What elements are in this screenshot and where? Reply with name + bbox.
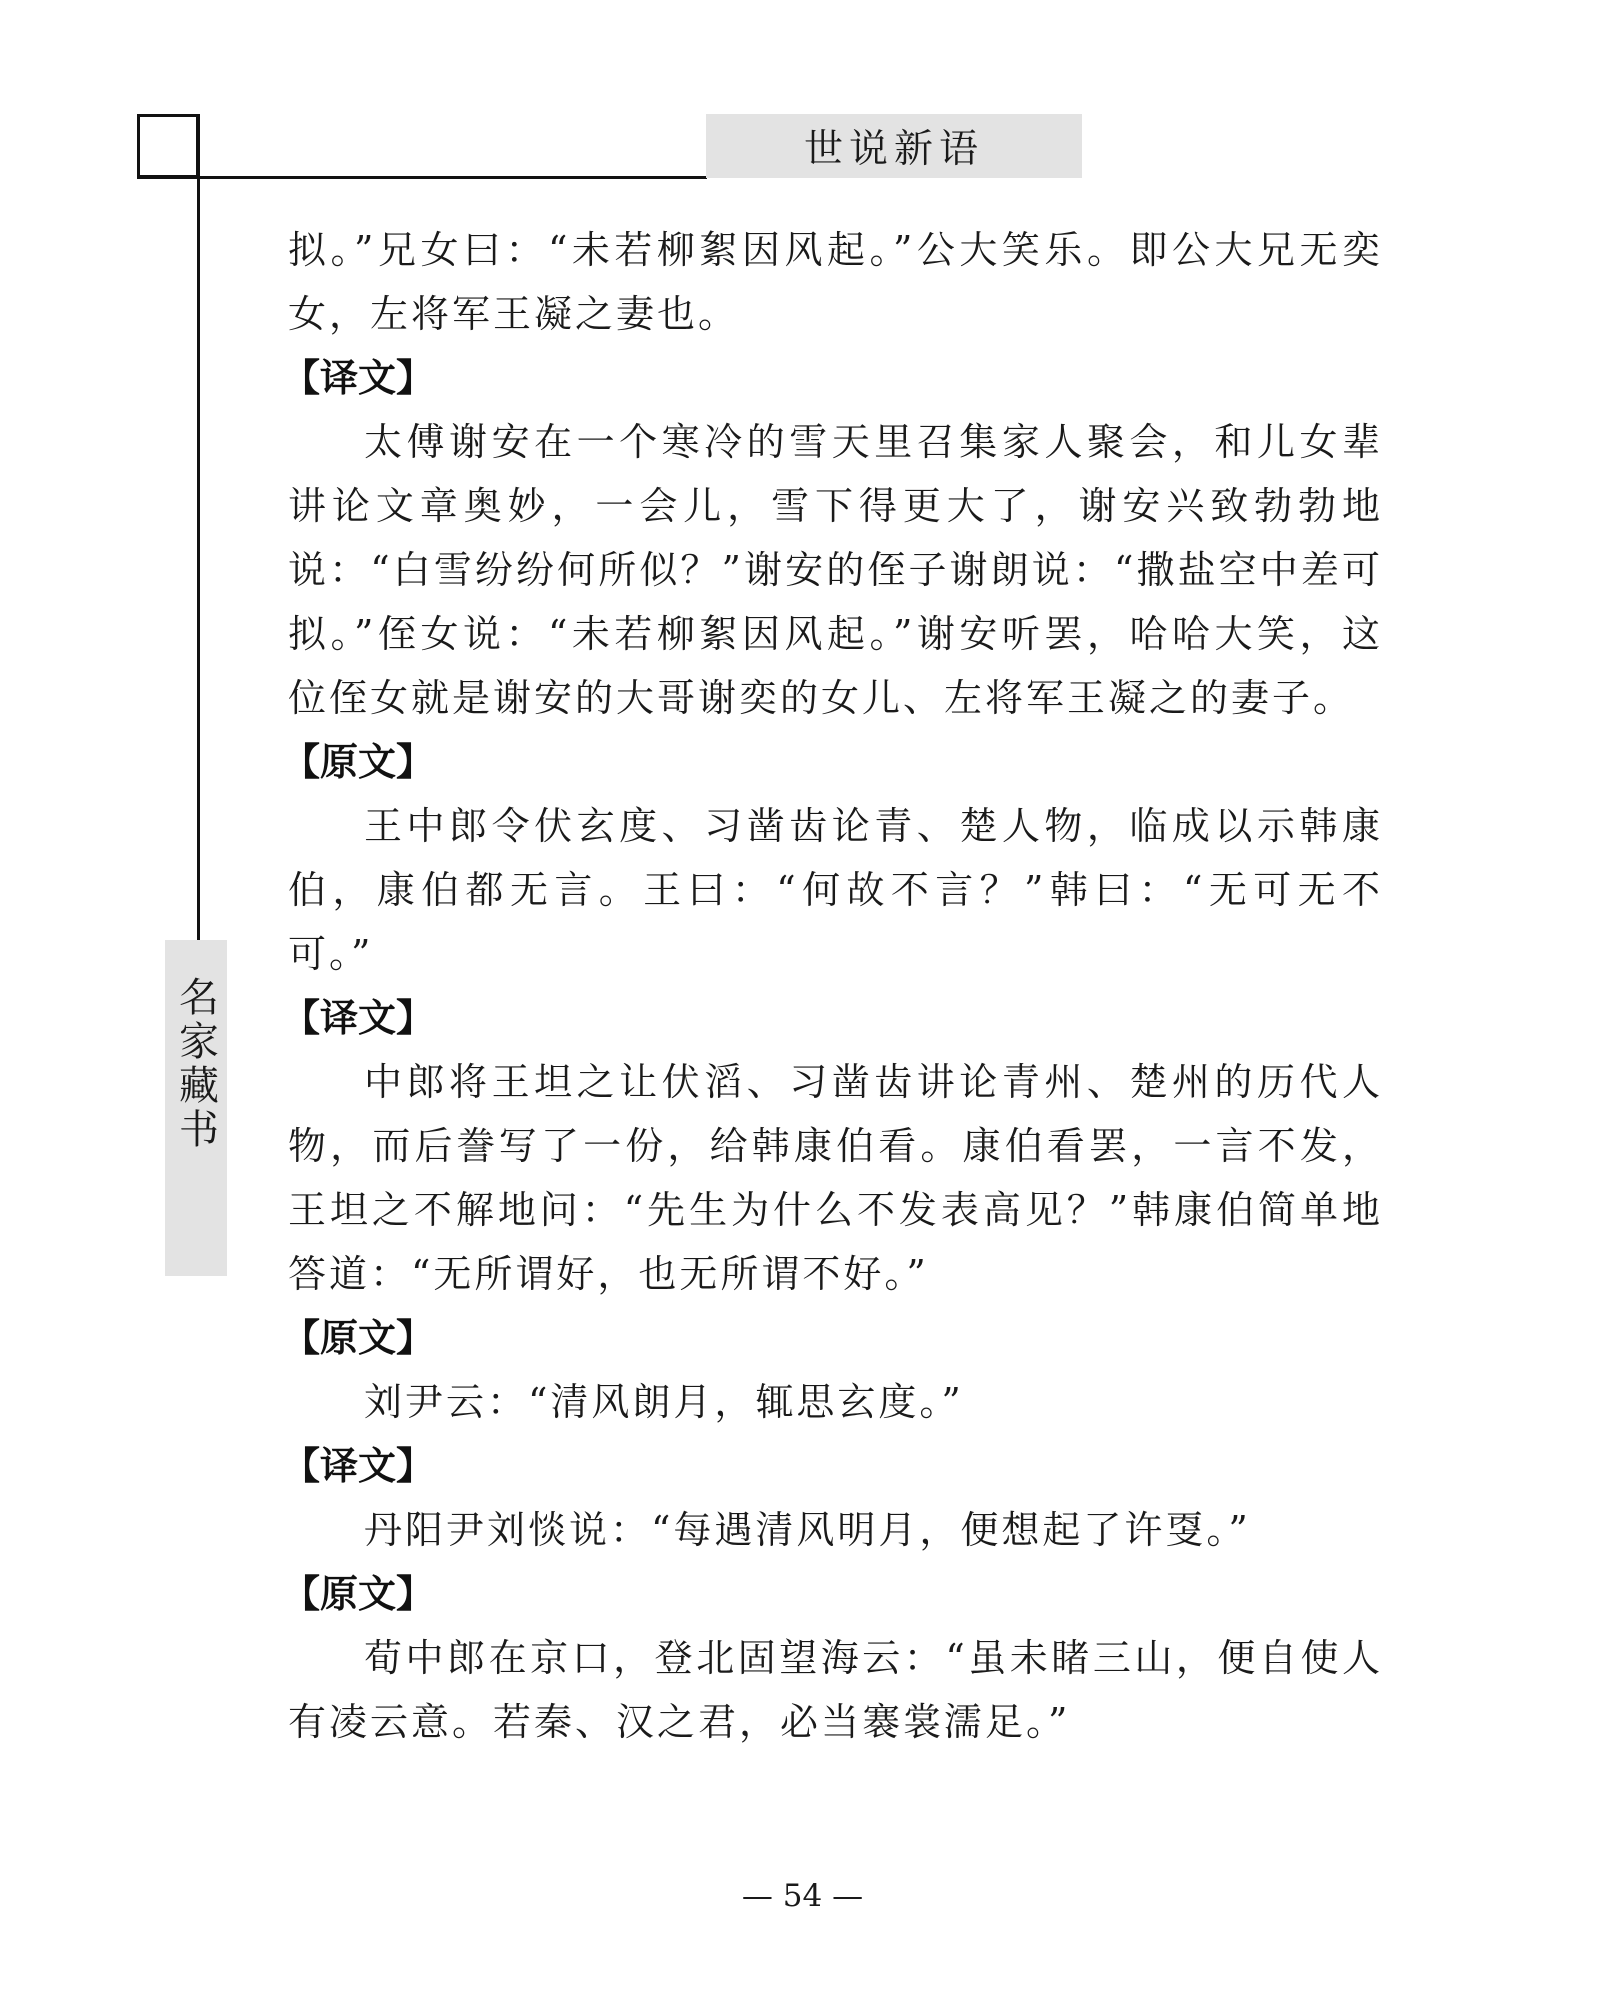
- page-number: — 54 —: [741, 1878, 864, 1914]
- section-label-translation: 【译文】: [282, 1444, 435, 1488]
- series-label: 名家藏书: [172, 976, 219, 1152]
- side-tab: [165, 940, 227, 1276]
- paragraph-continued: 拟。”兄女曰：“未若柳絮因风起。”公大笑乐。即公大兄无奕女，左将军王凝之妻也。: [288, 228, 1383, 336]
- margin-rule: [197, 114, 200, 940]
- header-rule: [137, 176, 707, 179]
- paragraph-original: 荀中郎在京口，登北固望海云：“虽未睹三山，便自使人有凌云意。若秦、汉之君，必当褰裳濡足。”: [288, 1636, 1383, 1744]
- page-body: [282, 218, 1383, 1754]
- paragraph-translation: 太傅谢安在一个寒冷的雪天里召集家人聚会，和儿女辈讲论文章奥妙，一会儿，雪下得更大了，谢安兴致勃勃地说：“白雪纷纷何所似？”谢安的侄子谢朗说：“撒盐空中差可拟。”侄女说：“未若柳絮因风起。”谢安听罢，哈哈大笑，这位侄女就是谢安的大哥谢奕的女儿、左将军王凝之的妻子。: [288, 420, 1383, 720]
- paragraph-original: 王中郎令伏玄度、习凿齿论青、楚人物，临成以示韩康伯，康伯都无言。王曰：“何故不言？”韩曰：“无可无不可。”: [288, 804, 1383, 976]
- running-header: [706, 114, 1082, 178]
- paragraph-translation: 中郎将王坦之让伏滔、习凿齿讲论青州、楚州的历代人物，而后誊写了一份，给韩康伯看。康伯看罢，一言不发，王坦之不解地问：“先生为什么不发表高见？”韩康伯简单地答道：“无所谓好，也无所谓不好。”: [288, 1060, 1383, 1296]
- corner-frame: [137, 114, 199, 178]
- book-title: 世说新语: [803, 127, 984, 172]
- section-label-translation: 【译文】: [282, 996, 435, 1040]
- section-label-original: 【原文】: [282, 1572, 435, 1616]
- paragraph-original: 刘尹云：“清风朗月，辄思玄度。”: [364, 1380, 964, 1424]
- paragraph-translation: 丹阳尹刘惔说：“每遇清风明月，便想起了许㪅。”: [364, 1508, 1251, 1552]
- section-label-original: 【原文】: [282, 740, 435, 784]
- section-label-translation: 【译文】: [282, 356, 435, 400]
- section-label-original: 【原文】: [282, 1316, 435, 1360]
